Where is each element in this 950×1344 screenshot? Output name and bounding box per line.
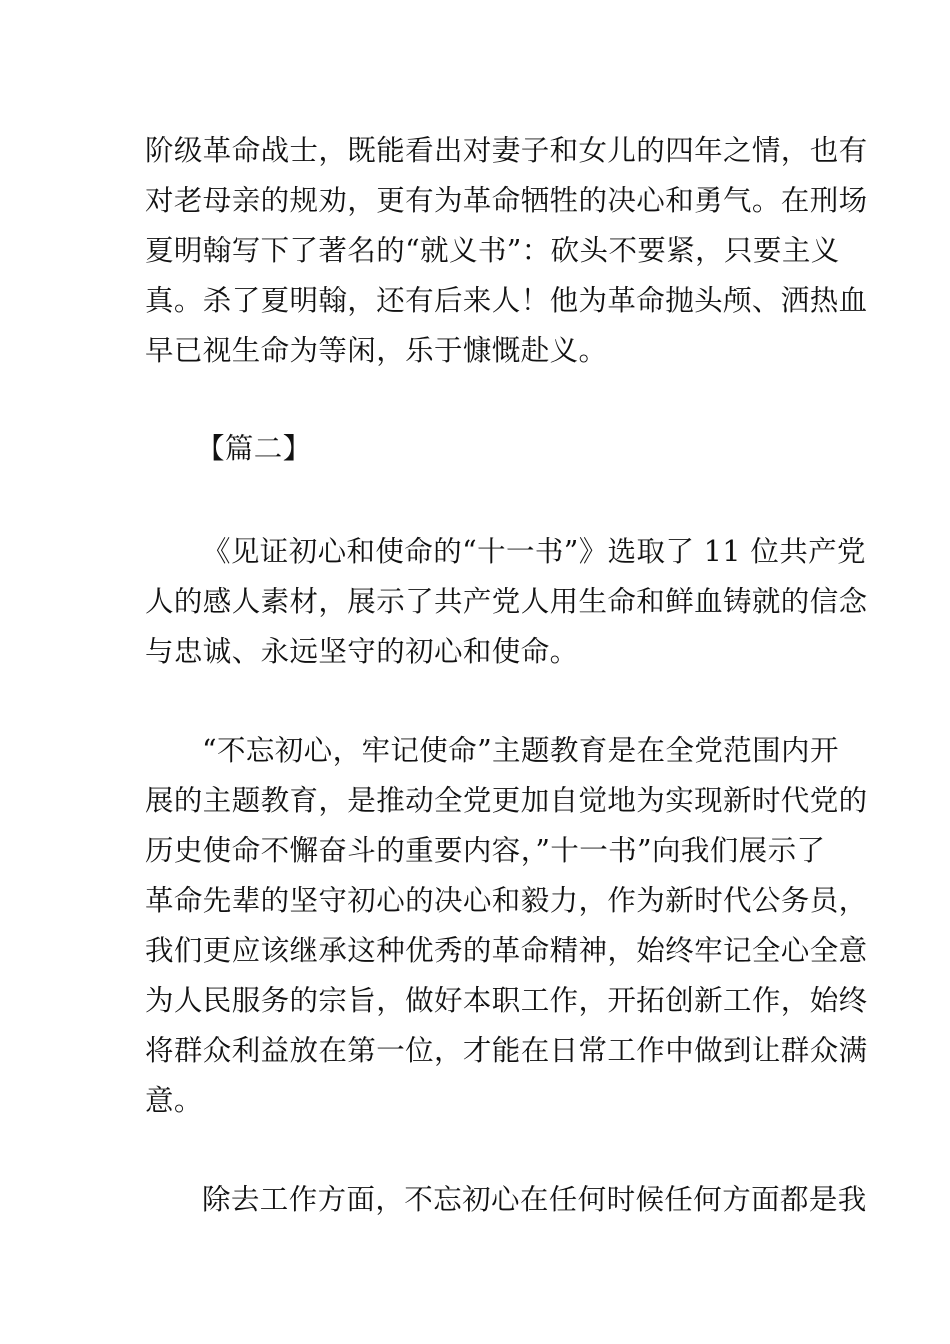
paragraph-1-line-3: 夏明翰写下了著名的“就义书”：砍头不要紧，只要主义 [145,234,840,267]
paragraph-2-line-2: 人的感人素材，展示了共产党人用生命和鲜血铸就的信念 [145,585,868,618]
paragraph-4-line-1: 除去工作方面，不忘初心在任何时候任何方面都是我 [202,1183,867,1216]
paragraph-3-line-7: 将群众利益放在第一位，才能在日常工作中做到让群众满 [145,1034,868,1067]
paragraph-3-line-8: 意。 [145,1084,203,1117]
paragraph-2-line-1: 《见证初心和使命的“十一书”》选取了 11 位共产党 [202,535,866,568]
paragraph-3-line-3: 历史使命不懈奋斗的重要内容，”十一书”向我们展示了 [145,834,826,867]
paragraph-1-line-1: 阶级革命战士，既能看出对妻子和女儿的四年之情，也有 [145,134,868,167]
section-heading: 【篇二】 [196,432,312,465]
paragraph-3-line-1: “不忘初心，牢记使命”主题教育是在全党范围内开 [202,734,839,767]
paragraph-1-line-2: 对老母亲的规劝，更有为革命牺牲的决心和勇气。在刑场 [145,184,868,217]
paragraph-1-line-5: 早已视生命为等闲，乐于慷慨赴义。 [145,334,608,367]
paragraph-3-line-4: 革命先辈的坚守初心的决心和毅力，作为新时代公务员， [145,884,868,917]
paragraph-3-line-5: 我们更应该继承这种优秀的革命精神，始终牢记全心全意 [145,934,868,967]
paragraph-1-line-4: 真。杀了夏明翰，还有后来人！他为革命抛头颅、洒热血 [145,284,868,317]
paragraph-3-line-2: 展的主题教育，是推动全党更加自觉地为实现新时代党的 [145,784,868,817]
paragraph-3-line-6: 为人民服务的宗旨，做好本职工作，开拓创新工作，始终 [145,984,868,1017]
paragraph-2-line-3: 与忠诚、永远坚守的初心和使命。 [145,635,579,668]
